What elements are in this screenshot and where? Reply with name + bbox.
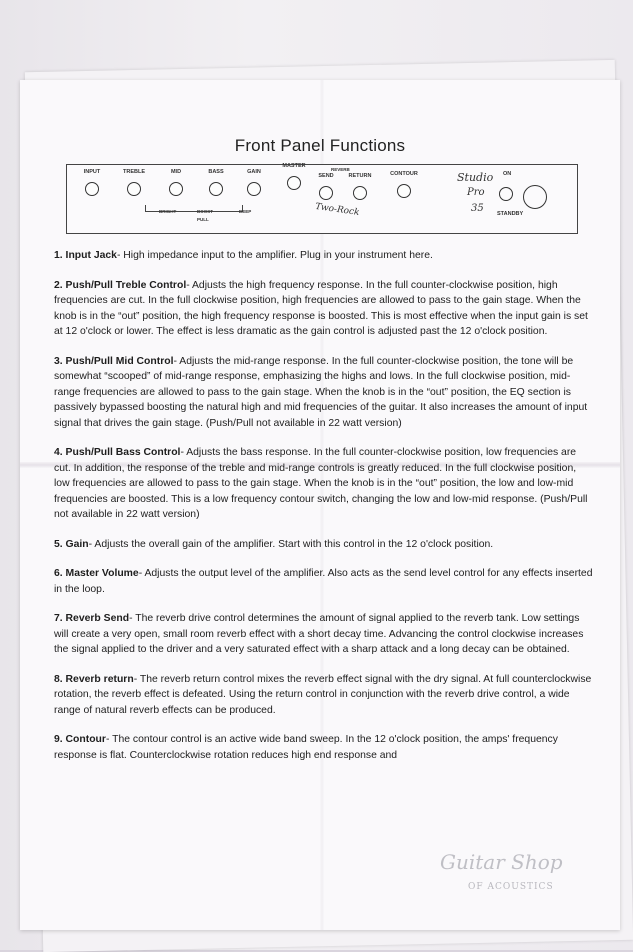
control-master	[277, 163, 311, 190]
function-item-contour	[54, 732, 594, 763]
item-text: - High impedance input to the amplifier. Plug in your instrument here.	[116, 250, 433, 261]
control-send	[311, 173, 341, 200]
page-title: Front Panel Functions	[234, 136, 406, 155]
control-label: TREBLE	[123, 169, 145, 175]
function-item-treble	[54, 278, 594, 340]
item-heading: 7. Reverb Send	[54, 613, 130, 624]
input-jack-icon	[85, 182, 99, 196]
item-heading: 6. Master Volume	[54, 568, 139, 579]
watermark-logo: Guitar Shop	[440, 850, 563, 874]
boost-label: BOOST	[197, 209, 214, 214]
item-heading: 1. Input Jack	[54, 250, 117, 261]
knob-icon	[319, 186, 333, 200]
control-label: RETURN	[348, 173, 372, 179]
item-heading: 8. Reverb return	[54, 673, 134, 685]
control-input	[77, 169, 107, 196]
function-item-bass	[54, 445, 594, 523]
item-text: - Adjusts the overall gain of the amplifier. Start with this control in the 12 o'clock position.	[88, 538, 494, 550]
reverb-group-label: REVERB	[331, 167, 350, 172]
item-text: - The reverb drive control determines the amount of signal applied to the reverb tank. Low settings will create a very open, small room reverb effect with a short decay time. Advancing the control clockwise increases the signal applied to the driver and a very saturated effect with a sharp attack and a long decay can be obtained.	[54, 613, 584, 655]
control-label: SEND	[318, 173, 334, 179]
brand-pro: Pro	[467, 187, 485, 198]
control-gain	[239, 169, 269, 196]
knob-icon	[169, 182, 183, 196]
control-mid	[161, 169, 191, 196]
function-item-input-jack	[54, 248, 594, 264]
function-item-master-volume	[54, 566, 594, 597]
knob-icon	[209, 182, 223, 196]
item-heading: 5. Gain	[54, 538, 89, 550]
control-treble	[117, 169, 151, 196]
control-contour	[385, 171, 423, 198]
control-bass	[201, 169, 231, 196]
functions-list	[54, 248, 594, 777]
on-label: ON	[503, 171, 512, 177]
function-item-reverb-send	[54, 611, 594, 658]
item-heading: 9. Contour	[54, 734, 106, 745]
pull-label: PULL	[197, 217, 209, 222]
control-label: GAIN	[247, 169, 261, 175]
control-label: BASS	[208, 169, 224, 175]
control-label: MID	[170, 169, 182, 175]
bright-label: BRIGHT	[159, 209, 177, 214]
item-text: - Adjusts the mid-range response. In the full counter-clockwise position, the tone will be somewhat “scooped” of mid-range response, emphasizing the highs and lows. In the full clockwise position, mid-range frequencies are allowed to pass to the gain stage. When the knob is in the “out” position, the EQ section is passively bypassed boosting the natural high and mid frequencies of the guitar. It also increases the amount of input signal that drives the gain stage. (Push/Pull not available in 22 watt version)	[54, 355, 588, 429]
document-page	[20, 80, 620, 930]
standby-label: STANDBY	[497, 211, 524, 217]
front-panel-diagram	[66, 164, 578, 234]
knob-icon	[353, 186, 367, 200]
item-text: - Adjusts the high frequency response. In the full counter-clockwise position, high frequencies are cut. In the full clockwise position, high frequencies are allowed to pass to the gain stage. When the knob is in the “out” position, the high frequency response is boosted. This is most effective when the input gain is set at 12 o'clock or lower. The effect is less dramatic as the gain control is adjusted past the 12 o'clock position.	[54, 279, 588, 337]
knob-icon	[247, 182, 261, 196]
item-text: - Adjusts the output level of the amplifier. Also acts as the send level control for any effects inserted in the loop.	[54, 568, 593, 595]
knob-icon	[287, 176, 301, 190]
control-label: MASTER	[282, 163, 306, 169]
brand-logo-left: Two-Rock	[314, 201, 361, 219]
function-item-reverb-return	[54, 672, 594, 719]
item-heading: 2. Push/Pull Treble Control	[54, 279, 187, 291]
item-text: - Adjusts the bass response. In the full counter-clockwise position, low frequencies are cut. In addition, the response of the treble and mid-range controls is greatly reduced. In the full clockwise position, low frequencies are allowed to pass to the gain stage. When the knob is in the “out” position, the low and low-mid frequencies are boosted. This is a low frequency contour switch, changing the low and low-mid response. (Push/Pull not available in 22 watt version)	[54, 447, 588, 520]
control-return	[343, 173, 377, 200]
control-label: CONTOUR	[390, 171, 418, 177]
item-heading: 4. Push/Pull Bass Control	[54, 447, 181, 458]
standby-switch-icon	[499, 187, 513, 201]
control-label: INPUT	[83, 169, 101, 175]
knob-icon	[397, 184, 411, 198]
function-item-gain	[54, 537, 594, 553]
deep-label: DEEP	[239, 209, 252, 214]
watermark-caption: OF ACOUSTICS	[468, 882, 554, 892]
item-heading: 3. Push/Pull Mid Control	[54, 355, 174, 367]
item-text: - The reverb return control mixes the reverb effect signal with the dry signal. At full counterclockwise rotation, the reverb effect is defeated. Using the return control in conjunction with the reverb drive control, a wide range of natural reverb effects can be produced.	[54, 673, 592, 716]
item-text: - The contour control is an active wide band sweep. In the 12 o'clock position, the amps' frequency response is flat. Counterclockwise rotation reduces high end response and	[54, 734, 558, 761]
brand-studio: Studio	[457, 171, 494, 184]
brand-35: 35	[471, 203, 484, 214]
power-switch-icon	[523, 185, 547, 209]
function-item-mid	[54, 354, 594, 432]
knob-icon	[127, 182, 141, 196]
